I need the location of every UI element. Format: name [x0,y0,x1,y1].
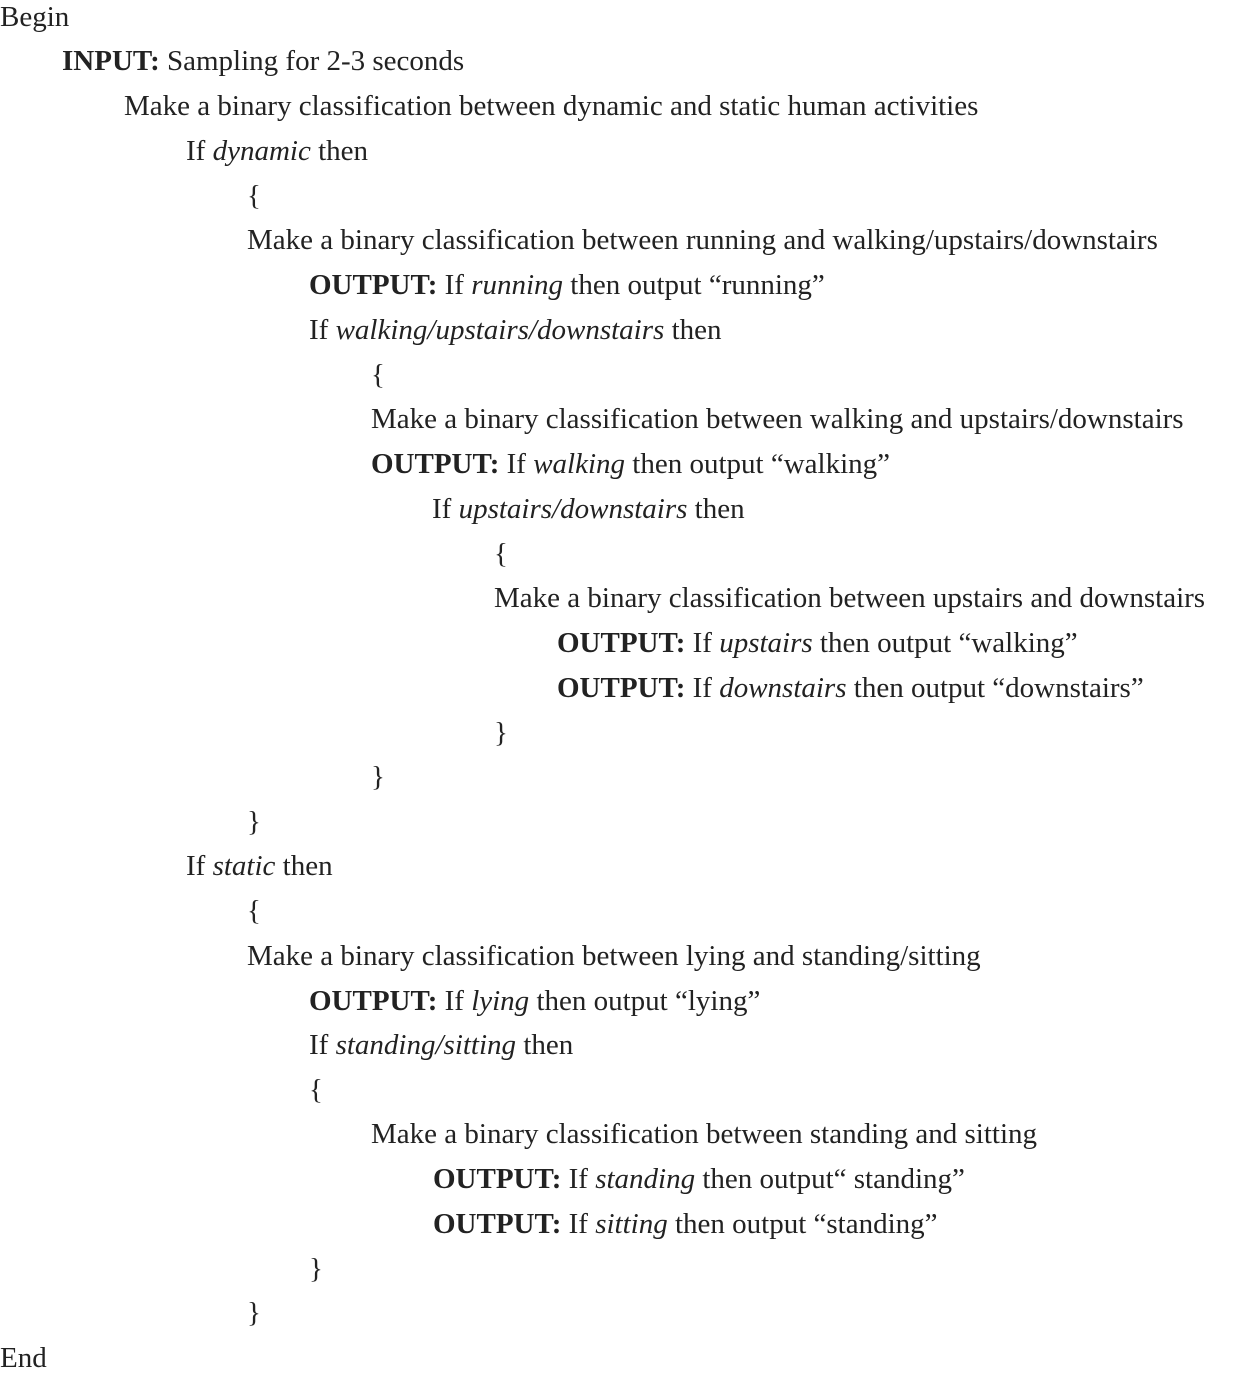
if-keyword: If [186,135,213,167]
static-classification-line [247,936,981,976]
output-label: OUTPUT: [309,269,438,301]
output-label: OUTPUT: [309,985,438,1017]
if-keyword: If [309,314,336,346]
then-keyword: then [687,493,745,525]
close-brace: } [494,717,508,749]
close-brace: } [309,1253,323,1285]
output-label: OUTPUT: [557,627,686,659]
open-brace: { [309,1074,323,1106]
open-brace: { [371,359,385,391]
output-downstairs-line [557,668,1144,708]
standing-condition: standing [595,1163,696,1195]
output-prefix: If [499,448,534,480]
downstairs-condition: downstairs [719,672,847,704]
output-prefix: If [561,1163,596,1195]
close-brace: } [247,1297,261,1329]
begin-line [0,0,69,37]
output-lying-line [309,981,760,1021]
static-condition: static [212,850,276,882]
stairs-condition: upstairs/downstairs [458,493,688,525]
stairs-classification-line [494,578,1205,618]
output-prefix: If [685,627,720,659]
if-standing-group-line [309,1025,573,1065]
close-brace-standing-group [309,1249,323,1289]
dynamic-classification-line [247,220,1158,260]
close-brace-stairs [494,713,508,753]
if-dynamic-line [186,131,368,171]
input-line [62,41,464,81]
end-line [0,1338,47,1378]
output-upstairs-line [557,623,1078,663]
open-brace-walking-group [371,355,385,395]
walking-group-condition: walking/upstairs/downstairs [335,314,665,346]
output-suffix: then output “downstairs” [846,672,1144,704]
output-label: OUTPUT: [371,448,500,480]
open-brace: { [494,538,508,570]
then-keyword: then [275,850,333,882]
output-prefix: If [437,269,472,301]
walking-condition: walking [533,448,626,480]
walking-classification-line [371,399,1184,439]
output-prefix: If [437,985,472,1017]
if-walking-group-line [309,310,722,350]
then-keyword: then [516,1029,574,1061]
output-suffix: then output“ standing” [695,1163,965,1195]
close-brace: } [247,806,261,838]
output-suffix: then output “walking” [625,448,890,480]
end-keyword: End [0,1342,47,1374]
close-brace-dynamic [247,802,261,842]
output-label: OUTPUT: [433,1208,562,1240]
standing-classification: Make a binary classification between standing and sitting [371,1118,1038,1150]
stairs-classification: Make a binary classification between upstairs and downstairs [494,582,1206,614]
open-brace-dynamic [247,176,261,216]
output-prefix: If [561,1208,596,1240]
output-running-line [309,265,825,305]
if-keyword: If [432,493,459,525]
output-suffix: then output “lying” [529,985,761,1017]
lying-condition: lying [471,985,530,1017]
output-suffix: then output “walking” [812,627,1078,659]
open-brace: { [247,180,261,212]
if-static-line [186,846,333,886]
if-stairs-line [432,489,745,529]
close-brace-static [247,1293,261,1333]
open-brace-stairs [494,534,508,574]
upstairs-condition: upstairs [719,627,813,659]
then-keyword: then [664,314,722,346]
output-label: OUTPUT: [433,1163,562,1195]
output-label: OUTPUT: [557,672,686,704]
top-classification-line [124,86,978,126]
open-brace-standing-group [309,1070,323,1110]
dynamic-classification: Make a binary classification between running and walking/upstairs/downstairs [247,224,1158,256]
static-classification: Make a binary classification between lying and standing/sitting [247,940,981,972]
then-keyword: then [310,135,369,167]
input-label: INPUT: [62,45,160,77]
output-suffix: then output “standing” [667,1208,938,1240]
close-brace-walking-group [371,757,385,797]
output-suffix: then output “running” [563,269,825,301]
output-prefix: If [685,672,720,704]
output-walking-line [371,444,890,484]
standing-group-condition: standing/sitting [335,1029,517,1061]
input-text: Sampling for 2-3 seconds [159,45,465,77]
standing-classification-line [371,1114,1037,1154]
if-keyword: If [309,1029,336,1061]
walking-classification: Make a binary classification between walking and upstairs/downstairs [371,403,1184,435]
begin-keyword: Begin [0,1,70,33]
top-classification: Make a binary classification between dynamic and static human activities [124,90,979,122]
open-brace-static [247,891,261,931]
running-condition: running [471,269,564,301]
close-brace: } [371,761,385,793]
dynamic-condition: dynamic [212,135,311,167]
output-standing-line [433,1159,965,1199]
sitting-condition: sitting [595,1208,668,1240]
output-sitting-line [433,1204,938,1244]
open-brace: { [247,895,261,927]
if-keyword: If [186,850,213,882]
